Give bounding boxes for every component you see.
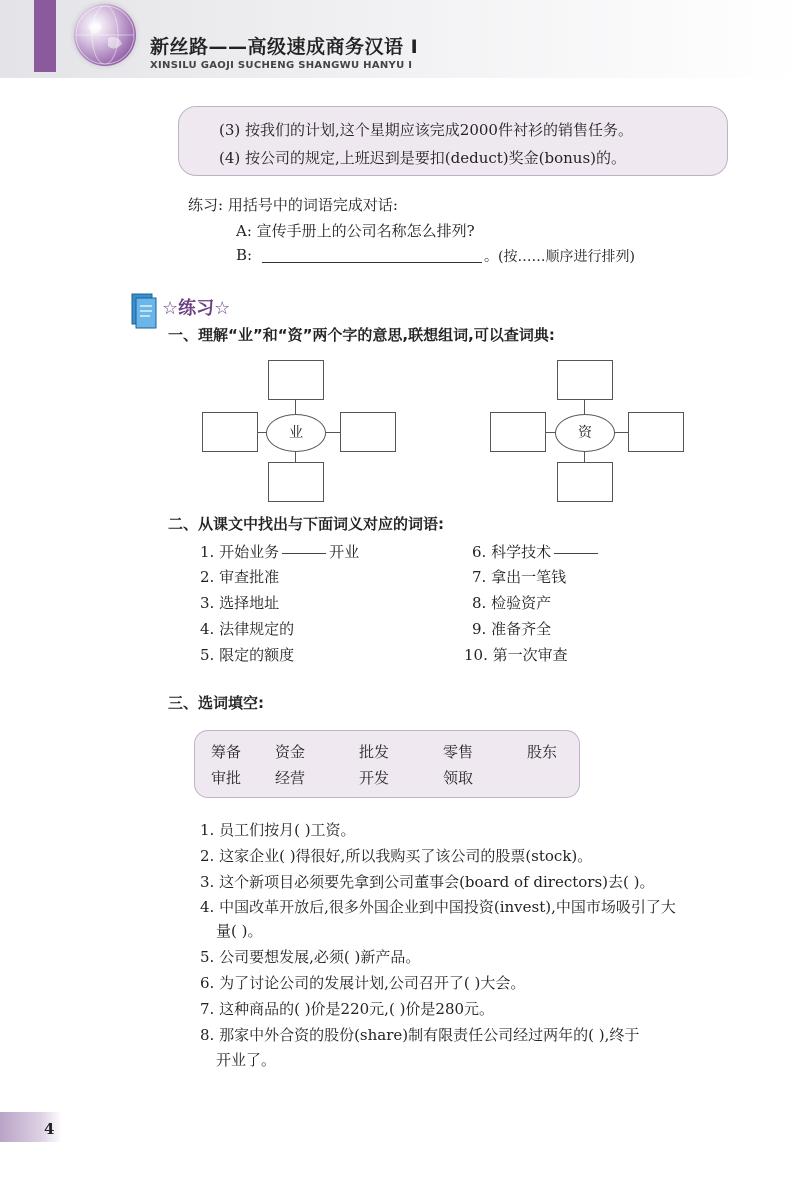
- word-bank-item: 经营: [275, 769, 306, 787]
- example-sentence-4: (4) 按公司的规定,上班迟到是要扣(deduct)奖金(bonus)的。: [219, 149, 627, 167]
- word-map-box-right[interactable]: [628, 412, 684, 452]
- section-1-heading: 一、理解“业”和“资”两个字的意思,联想组词,可以查词典:: [168, 326, 555, 344]
- word-bank-item: 领取: [443, 769, 474, 787]
- vocab-item-1: [200, 541, 359, 562]
- answer-blank-line: [262, 262, 482, 263]
- connector: [546, 432, 555, 433]
- vocab-item-label: 6. 科学技术: [472, 543, 552, 561]
- word-map-box-top[interactable]: [268, 360, 324, 400]
- vocab-item-9: 9. 准备齐全: [472, 620, 552, 638]
- section-3-heading: 三、选词填空:: [168, 694, 264, 712]
- word-map-box-left[interactable]: [490, 412, 546, 452]
- example-sentence-3: (3) 按我们的计划,这个星期应该完成2000件衬衫的销售任务。: [219, 121, 633, 139]
- word-map-box-top[interactable]: [557, 360, 613, 400]
- word-map-center-zi: 资: [555, 414, 615, 452]
- fill-in-sentence-1: 1. 员工们按月( )工资。: [200, 821, 356, 839]
- connector: [295, 400, 296, 414]
- dialogue-label-b: B:: [236, 246, 253, 264]
- dialogue-hint: 。(按……顺序进行排列): [484, 249, 635, 265]
- dash-line: [554, 553, 598, 554]
- vocab-item-4: 4. 法律规定的: [200, 620, 295, 638]
- vocab-item-3: 3. 选择地址: [200, 594, 280, 612]
- page-header: [0, 0, 800, 78]
- fill-in-sentence-4: 4. 中国改革开放后,很多外国企业到中国投资(invest),中国市场吸引了大: [200, 898, 676, 916]
- fill-in-sentence-5: 5. 公司要想发展,必须( )新产品。: [200, 948, 421, 966]
- word-bank-item: 零售: [443, 743, 474, 761]
- word-map-box-left[interactable]: [202, 412, 258, 452]
- word-map-box-right[interactable]: [340, 412, 396, 452]
- book-icon: [128, 290, 160, 330]
- practice-instruction: 练习: 用括号中的词语完成对话:: [188, 196, 398, 214]
- fill-in-sentence-8: 8. 那家中外合资的股份(share)制有限责任公司经过两年的( ),终于: [200, 1026, 640, 1044]
- book-title: 新丝路——高级速成商务汉语 I: [150, 36, 419, 58]
- word-bank-box: [194, 730, 580, 798]
- word-bank-item: 股东: [527, 743, 558, 761]
- section-2-heading: 二、从课文中找出与下面词义对应的词语:: [168, 515, 445, 533]
- word-bank-item: 批发: [359, 743, 390, 761]
- example-sentence-box: [178, 106, 728, 176]
- word-map-box-bottom[interactable]: [557, 462, 613, 502]
- fill-in-sentence-2: 2. 这家企业( )得很好,所以我购买了该公司的股票(stock)。: [200, 847, 593, 865]
- word-bank-item: 审批: [211, 769, 242, 787]
- connector: [615, 432, 628, 433]
- word-bank-item: 筹备: [211, 743, 242, 761]
- dash-line: [282, 553, 326, 554]
- connector: [326, 432, 340, 433]
- fill-in-sentence-6: 6. 为了讨论公司的发展计划,公司召开了( )大会。: [200, 974, 526, 992]
- fill-in-sentence-3: 3. 这个新项目必须要先拿到公司董事会(board of directors)去( )。: [200, 873, 655, 891]
- exercise-title: ☆练习☆: [162, 298, 231, 319]
- fill-in-sentence-7: 7. 这种商品的( )价是220元,( )价是280元。: [200, 1000, 495, 1018]
- word-map-box-bottom[interactable]: [268, 462, 324, 502]
- word-map-center-ye: 业: [266, 414, 326, 452]
- vocab-item-label: 1. 开始业务: [200, 543, 280, 561]
- connector: [258, 432, 266, 433]
- header-stripe: [34, 0, 56, 72]
- globe-icon: [74, 4, 136, 66]
- fill-in-sentence-4-continued: 量( )。: [216, 922, 263, 940]
- vocab-answer: 开业: [329, 543, 360, 561]
- vocab-item-5: 5. 限定的额度: [200, 646, 295, 664]
- vocab-item-10: 10. 第一次审查: [464, 646, 568, 664]
- word-bank-item: 开发: [359, 769, 390, 787]
- book-subtitle: XINSILU GAOJI SUCHENG SHANGWU HANYU I: [150, 60, 413, 71]
- vocab-item-8: 8. 检验资产: [472, 594, 552, 612]
- vocab-item-7: 7. 拿出一笔钱: [472, 568, 567, 586]
- connector: [584, 400, 585, 414]
- vocab-item-2: 2. 审查批准: [200, 568, 280, 586]
- vocab-item-6: [472, 541, 601, 562]
- word-bank-item: 资金: [275, 743, 306, 761]
- fill-in-sentence-8-continued: 开业了。: [216, 1051, 277, 1069]
- dialogue-line-a: A: 宣传手册上的公司名称怎么排列?: [236, 222, 475, 240]
- page-number: 4: [44, 1120, 55, 1138]
